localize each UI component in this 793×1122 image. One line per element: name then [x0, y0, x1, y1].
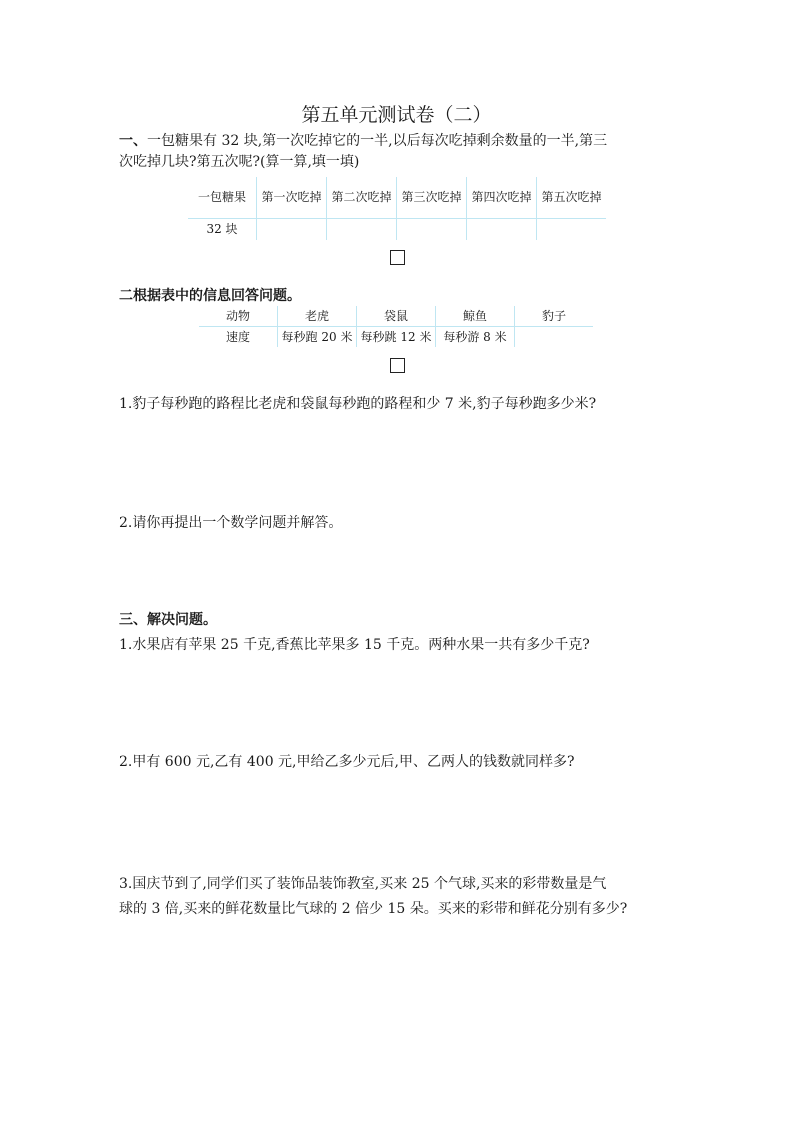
animal-table-header-cell: 豹子: [515, 306, 594, 327]
candy-table-header-cell: 第一次吃掉: [257, 177, 327, 219]
candy-table: [188, 177, 606, 240]
animal-table-header-cell: 鲸鱼: [436, 306, 515, 327]
candy-table-header-cell: 第三次吃掉: [397, 177, 467, 219]
candy-table-cell-blank[interactable]: [327, 219, 397, 241]
animal-table-row: [199, 327, 593, 348]
animal-table-header-cell: 老虎: [278, 306, 357, 327]
placeholder-box-icon: [390, 358, 405, 373]
section3-question-3-line2: 球的 3 倍,买来的鲜花数量比气球的 2 倍少 15 朵。买来的彩带和鲜花分别有多少?: [119, 901, 628, 917]
animal-table-header-cell: 袋鼠: [357, 306, 436, 327]
candy-table-cell-blank[interactable]: [467, 219, 537, 241]
section1-line2: 次吃掉几块?第五次呢?(算一算,填一填): [119, 154, 360, 170]
section3-heading: 三、解决问题。: [119, 612, 217, 628]
candy-table-header-cell: 第二次吃掉: [327, 177, 397, 219]
section3-question-3-line1: 3.国庆节到了,同学们买了装饰品装饰教室,买来 25 个气球,买来的彩带数量是气: [119, 876, 607, 892]
candy-table-cell-blank[interactable]: [397, 219, 467, 241]
candy-table-header-cell: 一包糖果: [188, 177, 257, 219]
candy-table-cell: 32 块: [188, 219, 257, 241]
section2-question-1: 1.豹子每秒跑的路程比老虎和袋鼠每秒跑的路程和少 7 米,豹子每秒跑多少米?: [119, 396, 597, 412]
section3-question-1: 1.水果店有苹果 25 千克,香蕉比苹果多 15 千克。两种水果一共有多少千克?: [119, 637, 590, 653]
candy-table-header-cell: 第五次吃掉: [537, 177, 607, 219]
animal-table-cell-blank[interactable]: [515, 327, 594, 348]
animal-table-cell: 每秒跳 12 米: [357, 327, 436, 348]
section3-question-2: 2.甲有 600 元,乙有 400 元,甲给乙多少元后,甲、乙两人的钱数就同样多?: [119, 754, 575, 770]
section3-question-3: [119, 872, 679, 922]
section1-line1: 一包糖果有 32 块,第一次吃掉它的一半,以后每次吃掉剩余数量的一半,第三: [147, 133, 608, 149]
animal-table-cell: 每秒跑 20 米: [278, 327, 357, 348]
candy-table-cell-blank[interactable]: [537, 219, 607, 241]
section1-heading-prefix: 一、: [119, 133, 147, 149]
candy-table-cell-blank[interactable]: [257, 219, 327, 241]
animal-table-header-cell: 动物: [199, 306, 278, 327]
candy-table-row: [188, 219, 606, 241]
candy-table-header-cell: 第四次吃掉: [467, 177, 537, 219]
section2-heading: 二根据表中的信息回答问题。: [119, 288, 301, 304]
animal-speed-table: [199, 306, 593, 347]
placeholder-box-icon: [390, 250, 405, 265]
animal-table-cell: 速度: [199, 327, 278, 348]
page-title: 第五单元测试卷（二）: [301, 104, 492, 126]
animal-table-header-row: [199, 306, 593, 327]
section1-question: [119, 131, 679, 173]
animal-table-cell: 每秒游 8 米: [436, 327, 515, 348]
section2-question-2: 2.请你再提出一个数学问题并解答。: [119, 515, 343, 531]
candy-table-header-row: [188, 177, 606, 219]
